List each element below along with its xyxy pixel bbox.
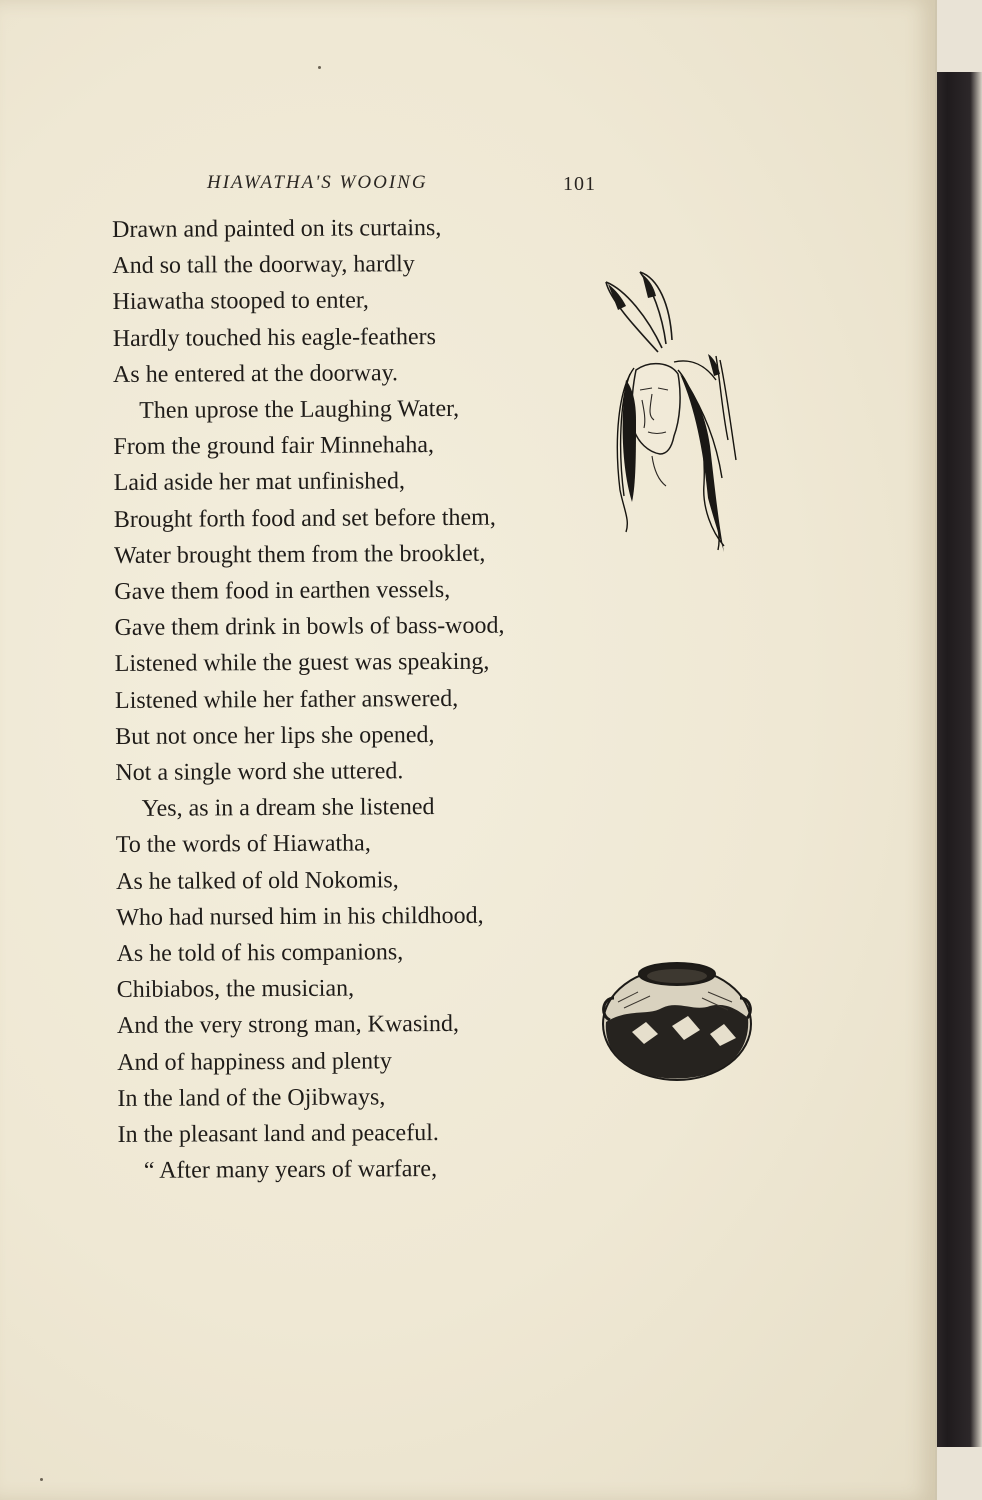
verse-line: As he told of his companions, xyxy=(116,939,404,968)
verse-line: Who had nursed him in his childhood, xyxy=(116,902,484,931)
verse-line: But not once her lips she opened, xyxy=(115,721,435,750)
verse-line: Chibiabos, the musician, xyxy=(116,975,355,1004)
verse-line: As he talked of old Nokomis, xyxy=(116,866,399,895)
verse-line: Listened while the guest was speaking, xyxy=(114,649,490,678)
verse-line: As he entered at the doorway. xyxy=(112,360,399,388)
verse-line: In the land of the Ojibways, xyxy=(117,1084,386,1112)
verse-line: Water brought them from the brooklet, xyxy=(114,540,486,569)
verse-line: Brought forth food and set before them, xyxy=(113,504,496,533)
chief-portrait-illustration xyxy=(596,270,766,560)
verse-line: Listened while her father answered, xyxy=(114,685,459,714)
paper-speck xyxy=(40,1478,43,1481)
running-head-title: HIAWATHA'S WOOING xyxy=(207,172,428,193)
verse-line: Gave them drink in bowls of bass-wood, xyxy=(114,612,505,642)
page-number: 101 xyxy=(563,173,596,195)
verse-line: And of happiness and plenty xyxy=(117,1047,392,1076)
verse-line: Not a single word she uttered. xyxy=(115,758,404,787)
pottery-bowl-illustration xyxy=(598,952,756,1084)
verse-line: In the pleasant land and peaceful. xyxy=(117,1120,439,1149)
verse-line: Hardly touched his eagle-feathers xyxy=(112,323,437,352)
verse-line: Yes, as in a dream she listened xyxy=(141,794,435,823)
verse-line: From the ground fair Minnehaha, xyxy=(113,432,435,461)
verse-line: Hiawatha stooped to enter, xyxy=(112,287,369,316)
verse-line: Then uprose the Laughing Water, xyxy=(139,395,460,424)
verse-line: And the very strong man, Kwasind, xyxy=(116,1011,460,1040)
verse-line: “ After many years of warfare, xyxy=(143,1156,438,1185)
verse-line: And so tall the doorway, hardly xyxy=(112,251,415,280)
poem-text xyxy=(112,209,638,1190)
verse-line: Laid aside her mat unfinished, xyxy=(113,468,405,497)
verse-line: Drawn and painted on its curtains, xyxy=(112,214,442,243)
paper-speck xyxy=(318,66,321,69)
verse-line: Gave them food in earthen vessels, xyxy=(114,576,451,606)
verse-line: To the words of Hiawatha, xyxy=(115,830,371,859)
